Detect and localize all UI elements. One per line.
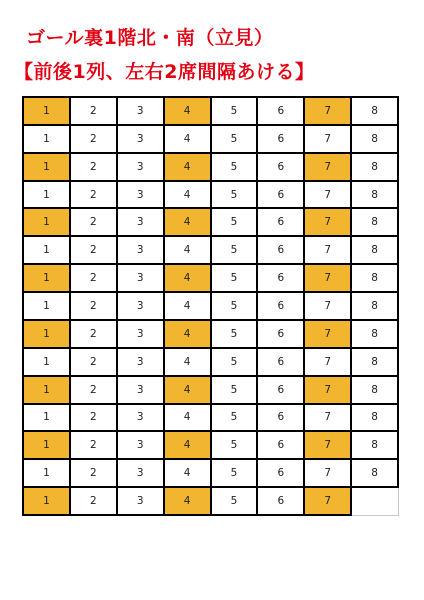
seat-cell: 8 (352, 154, 399, 182)
seat-cell: 3 (118, 321, 165, 349)
seat-cell: 2 (71, 349, 118, 377)
seat-cell-available: 7 (305, 265, 352, 293)
seat-cell: 1 (24, 460, 71, 488)
seat-cell-available: 7 (305, 377, 352, 405)
seat-cell: 2 (71, 154, 118, 182)
seat-cell-available: 1 (24, 98, 71, 126)
seat-cell: 4 (165, 237, 212, 265)
seat-cell: 3 (118, 405, 165, 433)
seat-cell: 7 (305, 405, 352, 433)
page-subtitle: 【前後1列、左右2席間隔あける】 (14, 61, 315, 83)
seat-cell: 5 (212, 405, 259, 433)
seat-cell: 2 (71, 460, 118, 488)
seat-cell: 1 (24, 293, 71, 321)
seat-cell: 3 (118, 126, 165, 154)
seat-cell: 3 (118, 98, 165, 126)
seat-cell-available: 4 (165, 154, 212, 182)
seat-cell: 5 (212, 237, 259, 265)
seat-cell: 4 (165, 460, 212, 488)
seat-cell-available: 7 (305, 432, 352, 460)
seat-cell: 4 (165, 349, 212, 377)
seat-cell: 2 (71, 488, 118, 516)
seat-cell-available: 1 (24, 209, 71, 237)
seat-cell: 6 (258, 126, 305, 154)
seat-cell: 1 (24, 182, 71, 210)
seat-cell: 5 (212, 126, 259, 154)
seat-cell: 5 (212, 460, 259, 488)
seat-cell: 3 (118, 349, 165, 377)
seat-cell: 8 (352, 293, 399, 321)
seat-cell-available: 7 (305, 154, 352, 182)
seat-cell: 2 (71, 265, 118, 293)
seat-cell-available: 4 (165, 488, 212, 516)
seat-cell: 5 (212, 349, 259, 377)
seat-cell: 6 (258, 349, 305, 377)
seat-cell: 5 (212, 182, 259, 210)
seat-cell: 8 (352, 460, 399, 488)
seat-cell: 3 (118, 182, 165, 210)
seat-cell: 6 (258, 488, 305, 516)
seat-cell: 2 (71, 209, 118, 237)
seat-cell: 5 (212, 432, 259, 460)
seat-cell: 2 (71, 126, 118, 154)
seat-cell: 8 (352, 98, 399, 126)
seat-cell: 8 (352, 377, 399, 405)
seat-cell: 6 (258, 237, 305, 265)
seat-cell: 1 (24, 405, 71, 433)
seat-cell: 8 (352, 432, 399, 460)
seat-cell: 6 (258, 182, 305, 210)
seat-cell: 2 (71, 293, 118, 321)
seat-cell: 4 (165, 293, 212, 321)
seat-cell: 6 (258, 209, 305, 237)
seat-cell: 7 (305, 237, 352, 265)
seat-cell: 8 (352, 265, 399, 293)
seat-cell-available: 1 (24, 265, 71, 293)
seat-cell-available: 7 (305, 321, 352, 349)
seat-cell-available: 4 (165, 432, 212, 460)
seat-cell: 5 (212, 377, 259, 405)
seat-cell: 5 (212, 209, 259, 237)
seat-cell: 3 (118, 237, 165, 265)
seat-cell-available: 1 (24, 154, 71, 182)
seat-cell: 5 (212, 98, 259, 126)
page-title: ゴール裏1階北・南（立見） (26, 27, 274, 49)
seat-cell-available: 4 (165, 377, 212, 405)
seat-cell: 4 (165, 182, 212, 210)
seat-cell: 8 (352, 126, 399, 154)
seat-cell: 1 (24, 126, 71, 154)
seat-cell: 6 (258, 321, 305, 349)
seat-cell: 4 (165, 126, 212, 154)
seat-cell: 3 (118, 265, 165, 293)
seat-cell: 3 (118, 154, 165, 182)
seat-cell: 2 (71, 237, 118, 265)
seat-cell: 3 (118, 293, 165, 321)
seat-cell: 8 (352, 237, 399, 265)
seat-cell: 3 (118, 377, 165, 405)
seat-cell-available: 4 (165, 209, 212, 237)
seat-cell: 7 (305, 182, 352, 210)
seat-cell: 1 (24, 349, 71, 377)
seat-cell: 3 (118, 460, 165, 488)
seat-cell: 2 (71, 377, 118, 405)
seat-cell: 5 (212, 265, 259, 293)
seat-cell-available: 4 (165, 98, 212, 126)
seat-cell-available: 7 (305, 488, 352, 516)
seat-cell-available: 1 (24, 488, 71, 516)
seat-cell: 2 (71, 182, 118, 210)
seat-cell: 2 (71, 98, 118, 126)
seat-cell: 6 (258, 432, 305, 460)
seat-cell: 8 (352, 405, 399, 433)
seat-cell: 4 (165, 405, 212, 433)
seat-cell: 6 (258, 265, 305, 293)
seat-cell: 2 (71, 321, 118, 349)
seat-cell: 6 (258, 377, 305, 405)
seat-cell-available: 1 (24, 377, 71, 405)
seat-cell-available: 7 (305, 98, 352, 126)
seat-cell-available: 7 (305, 209, 352, 237)
seat-cell: 6 (258, 405, 305, 433)
seat-cell: 8 (352, 349, 399, 377)
seat-cell: 6 (258, 460, 305, 488)
empty-cell (352, 488, 399, 516)
seat-cell: 5 (212, 321, 259, 349)
seat-cell: 2 (71, 432, 118, 460)
seat-cell: 3 (118, 488, 165, 516)
seat-cell: 1 (24, 237, 71, 265)
seat-cell-available: 4 (165, 321, 212, 349)
seat-cell: 3 (118, 432, 165, 460)
seat-cell: 5 (212, 488, 259, 516)
seat-cell: 6 (258, 154, 305, 182)
seat-cell: 7 (305, 126, 352, 154)
seat-cell: 5 (212, 293, 259, 321)
seat-cell: 7 (305, 349, 352, 377)
seat-cell: 7 (305, 460, 352, 488)
seat-cell: 5 (212, 154, 259, 182)
seat-cell: 6 (258, 98, 305, 126)
seat-cell: 8 (352, 182, 399, 210)
seat-cell: 6 (258, 293, 305, 321)
seat-cell: 3 (118, 209, 165, 237)
seat-cell-available: 1 (24, 321, 71, 349)
seat-cell-available: 4 (165, 265, 212, 293)
seat-cell-available: 1 (24, 432, 71, 460)
seat-cell: 8 (352, 321, 399, 349)
seat-cell: 8 (352, 209, 399, 237)
seat-cell: 2 (71, 405, 118, 433)
seat-grid (22, 96, 399, 516)
seat-cell: 7 (305, 293, 352, 321)
